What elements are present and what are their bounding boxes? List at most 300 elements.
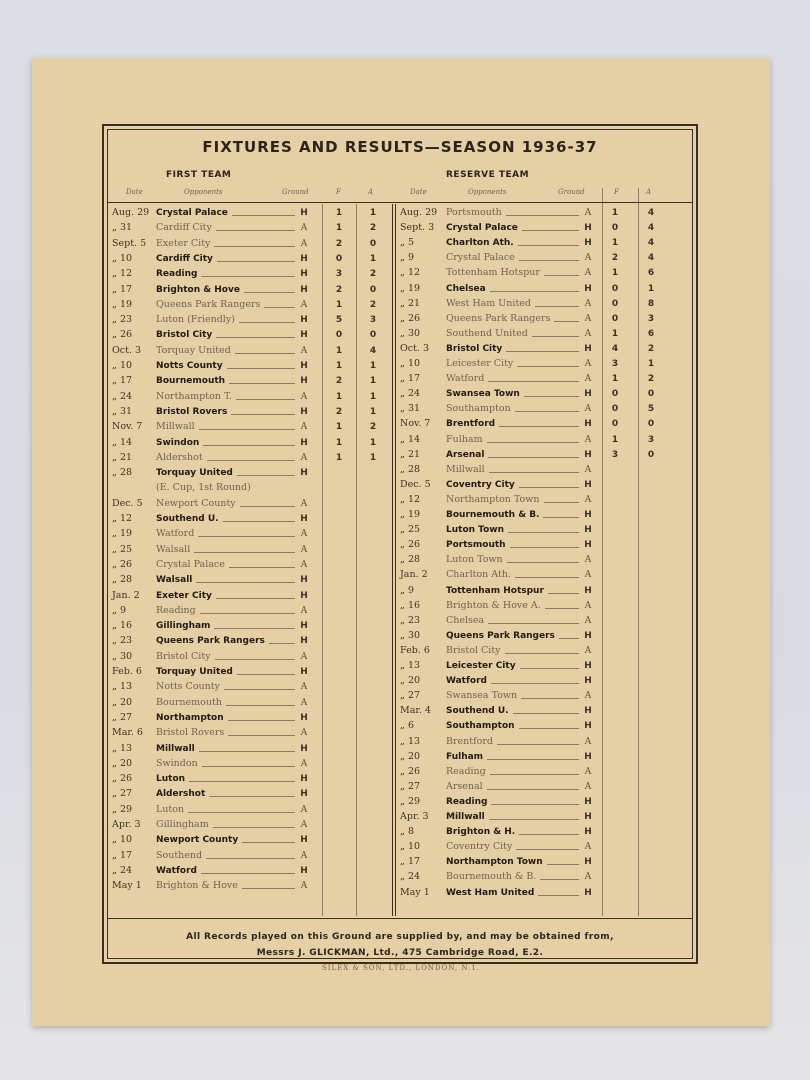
leader-line: [224, 689, 295, 690]
fixture-date: „ 24: [112, 864, 133, 876]
fixture-opponent: Queens Park Rangers: [446, 630, 555, 641]
fixture-row: [400, 735, 690, 749]
leader-line: [490, 291, 579, 292]
fixture-row: [112, 512, 392, 526]
fixture-opponent: Watford: [446, 373, 485, 385]
fixture-opponent: Charlton Ath.: [446, 569, 511, 581]
goals-for: 1: [611, 208, 619, 218]
fixture-ground: H: [300, 712, 308, 723]
fixture-date: „ 31: [112, 405, 133, 417]
fixture-ground: H: [300, 376, 308, 387]
first-team-column-headers: Date Opponents Ground F A: [126, 188, 374, 196]
fixture-date: Dec. 5: [112, 497, 143, 509]
fixture-ground: A: [584, 766, 592, 777]
leader-line: [207, 460, 295, 461]
fixture-opponent: Southampton: [446, 721, 515, 732]
fixture-date: „ 30: [112, 650, 133, 662]
fixture-opponent: Notts County: [156, 681, 220, 693]
leader-line: [517, 366, 579, 367]
footer-rule: [108, 918, 692, 919]
fixture-row: [112, 451, 392, 465]
leader-line: [508, 532, 579, 533]
fixture-date: „ 24: [400, 388, 421, 400]
fixture-opponent: Northampton Town: [446, 857, 543, 868]
fixture-date: „ 19: [400, 509, 421, 520]
fixture-opponent: Portsmouth: [446, 207, 502, 218]
fixture-row: [400, 644, 690, 658]
fixture-row: [112, 803, 392, 817]
leader-line: [239, 322, 295, 323]
fixture-opponent: Arsenal: [446, 449, 485, 460]
fixture-date: „ 9: [400, 252, 414, 264]
fixture-date: „ 27: [400, 780, 421, 792]
fixture-date: Apr. 3: [112, 819, 141, 830]
leader-line: [189, 781, 295, 782]
fixture-opponent: Exeter City: [156, 590, 212, 601]
fixture-date: „ 28: [400, 463, 421, 475]
fixture-row: [400, 523, 690, 537]
fixture-date: Sept. 3: [400, 222, 435, 234]
goals-for: 1: [335, 361, 343, 371]
leader-line: [521, 698, 579, 699]
fixture-ground: A: [584, 253, 592, 264]
fixture-row: [112, 650, 392, 664]
fixture-row: [112, 374, 392, 388]
fixture-ground: A: [300, 820, 308, 830]
fixture-ground: H: [584, 223, 592, 234]
fixture-date: „ 13: [112, 681, 133, 693]
fixture-ground: H: [300, 253, 308, 264]
fixture-ground: A: [300, 238, 308, 249]
fixture-ground: A: [300, 682, 308, 693]
fixture-ground: A: [584, 570, 592, 581]
fixture-ground: A: [584, 374, 592, 385]
fixture-row: [400, 372, 690, 386]
goals-for: 0: [335, 253, 343, 264]
goals-for: 0: [611, 313, 619, 324]
fixture-row: [112, 420, 392, 434]
fixture-date: Dec. 5: [400, 478, 431, 490]
goals-for: 1: [335, 223, 343, 234]
leader-line: [487, 789, 579, 790]
fixture-ground: H: [584, 796, 592, 807]
fixture-row: [400, 810, 690, 824]
fixture-ground: A: [300, 452, 308, 463]
fixture-date: Aug. 29: [400, 207, 438, 218]
fixture-ground: A: [300, 345, 308, 356]
fixture-opponent: Millwall: [156, 743, 195, 754]
fixture-date: „ 27: [112, 788, 133, 800]
fixture-ground: H: [584, 887, 592, 898]
fixture-ground: A: [300, 223, 308, 234]
header-rule: [108, 202, 692, 203]
fixture-opponent: Brighton & Hove A.: [446, 599, 541, 611]
fixture-opponent: Reading: [156, 604, 196, 616]
fixture-ground: A: [584, 404, 592, 415]
leader-line: [194, 552, 295, 553]
fixture-row: [112, 527, 392, 541]
fixture-row: [112, 252, 392, 266]
fixture-ground: H: [300, 269, 308, 280]
fixture-ground: A: [584, 208, 592, 218]
leader-line: [201, 873, 295, 874]
goals-against: 4: [369, 345, 377, 356]
goals-for: 0: [611, 404, 619, 415]
fixture-date: „ 17: [112, 375, 133, 387]
fixture-date: „ 21: [400, 297, 421, 309]
fixture-ground: A: [300, 758, 308, 769]
fixture-opponent: Cardiff City: [156, 222, 212, 234]
goals-for: 1: [335, 299, 343, 310]
fixture-row: [112, 726, 392, 740]
fixture-opponent: Brighton & Hove: [156, 880, 238, 892]
goals-against: 2: [369, 299, 377, 310]
fixture-row: [400, 297, 690, 311]
leader-line: [515, 411, 579, 412]
fixture-opponent: Crystal Palace: [156, 208, 228, 218]
fixture-ground: H: [584, 661, 592, 671]
fixture-opponent: Walsall: [156, 575, 193, 586]
leader-line: [520, 668, 579, 669]
fixture-date: „ 14: [400, 433, 421, 445]
fixture-row: [112, 833, 392, 847]
fixture-row: [400, 463, 690, 477]
leader-line: [522, 230, 579, 231]
fixture-ground: H: [584, 630, 592, 641]
fixture-date: Oct. 3: [400, 342, 430, 354]
goals-against: 4: [647, 223, 655, 234]
fixture-ground: H: [584, 419, 592, 430]
goals-against: 1: [369, 391, 377, 402]
fixture-row: [112, 558, 392, 572]
fixture-opponent: West Ham United: [446, 887, 535, 898]
fixture-ground: H: [584, 706, 592, 717]
fixture-date: „ 20: [400, 675, 421, 687]
fixture-opponent: Torquay United: [156, 468, 233, 479]
fixture-opponent: Bristol Rovers: [156, 406, 228, 417]
leader-line: [198, 536, 295, 537]
printer-imprint: SILEX & SON, LTD., LONDON, N.1.: [321, 964, 480, 972]
fixture-date: „ 8: [400, 826, 414, 838]
goals-against: 0: [369, 330, 377, 341]
fixture-date: „ 26: [400, 312, 421, 324]
leader-line: [264, 307, 295, 308]
fixture-row: [112, 390, 392, 404]
fixture-row: [400, 206, 690, 220]
fixture-row: [400, 251, 690, 265]
fixture-ground: H: [300, 774, 308, 785]
fixture-row: [112, 589, 392, 603]
fixture-opponent: Reading: [446, 765, 486, 777]
fixture-date: „ 13: [400, 660, 421, 671]
goals-for: 0: [611, 283, 619, 294]
fixture-opponent: Swansea Town: [446, 690, 518, 702]
fixture-opponent: Newport County: [156, 835, 239, 846]
leader-line: [188, 812, 295, 813]
fixture-row: [112, 405, 392, 419]
fixture-ground: H: [300, 437, 308, 448]
goals-against: 2: [369, 223, 377, 234]
leader-line: [236, 399, 295, 400]
programme-sheet: [32, 58, 770, 1026]
fixture-ground: A: [300, 651, 308, 662]
fixture-row: [112, 573, 392, 587]
fixture-opponent: Bristol City: [156, 650, 211, 662]
leader-line: [214, 628, 295, 629]
leader-line: [487, 442, 579, 443]
fixture-date: „ 28: [112, 467, 133, 479]
leader-line: [216, 230, 295, 231]
leader-line: [538, 895, 579, 896]
fixture-row: [400, 870, 690, 884]
fixture-ground: H: [300, 835, 308, 846]
fixture-date: „ 25: [400, 524, 421, 536]
leader-line: [237, 475, 295, 476]
fixture-opponent: Cardiff City: [156, 253, 213, 264]
fixture-opponent: Bristol Rovers: [156, 727, 225, 739]
fixture-opponent: Millwall: [446, 812, 485, 822]
leader-line: [518, 245, 579, 246]
fixture-row: [400, 855, 690, 869]
fixture-opponent: Swansea Town: [446, 389, 520, 400]
fixture-date: „ 5: [400, 237, 414, 249]
fixture-opponent: Bournemouth & B.: [446, 510, 540, 520]
fixture-opponent: (E. Cup, 1st Round): [156, 482, 251, 494]
fixture-row: [400, 357, 690, 371]
goals-against: 1: [647, 283, 655, 294]
goals-for: 1: [335, 422, 343, 433]
fixture-date: „ 14: [112, 436, 133, 448]
fixture-date: „ 19: [112, 298, 133, 310]
goals-for: 3: [611, 359, 619, 369]
fixture-date: Feb. 6: [112, 666, 142, 677]
leader-line: [519, 728, 579, 729]
goals-against: 0: [369, 284, 377, 295]
leader-line: [532, 336, 579, 337]
fixture-opponent: Coventry City: [446, 841, 513, 853]
fixture-date: „ 10: [112, 360, 133, 371]
fixture-date: „ 20: [112, 696, 133, 708]
fixture-date: „ 26: [400, 765, 421, 777]
fixture-ground: A: [300, 728, 308, 739]
fixture-date: Feb. 6: [400, 644, 430, 656]
fixture-opponent: Leicester City: [446, 358, 514, 369]
goals-for: 0: [611, 223, 619, 234]
fixture-row: [112, 742, 392, 756]
fixture-row: [400, 840, 690, 854]
leader-line: [232, 215, 295, 216]
fixture-ground: A: [300, 605, 308, 616]
fixture-date: „ 26: [112, 773, 133, 785]
fixture-row: [400, 659, 690, 673]
fixture-opponent: Northampton Town: [446, 493, 540, 505]
fixture-date: „ 20: [112, 757, 133, 769]
leader-line: [544, 275, 579, 276]
fixture-opponent: Luton (Friendly): [156, 314, 235, 326]
fixture-date: „ 17: [112, 849, 133, 861]
fixture-ground: A: [300, 544, 308, 555]
goals-against: 0: [369, 238, 377, 249]
fixture-row: [112, 466, 392, 480]
fixture-ground: H: [300, 743, 308, 754]
fixture-ground: H: [584, 479, 592, 490]
leader-line: [487, 759, 579, 760]
fixture-row: [112, 604, 392, 618]
leader-line: [548, 593, 579, 594]
fixture-date: „ 12: [112, 513, 133, 524]
fixture-opponent: Southend U.: [156, 514, 219, 524]
leader-line: [491, 804, 579, 805]
leader-line: [489, 472, 579, 473]
fixture-opponent: Fulham: [446, 751, 484, 762]
leader-line: [524, 396, 579, 397]
goals-for: 1: [335, 208, 343, 218]
fixture-date: „ 29: [400, 795, 421, 807]
goals-against: 1: [369, 208, 377, 218]
leader-line: [506, 215, 579, 216]
leader-line: [497, 744, 579, 745]
fixture-opponent: Northampton: [156, 712, 224, 723]
fixture-date: „ 28: [400, 554, 421, 566]
fixture-date: Apr. 3: [400, 811, 429, 822]
goals-for: 1: [335, 437, 343, 448]
goals-for: 1: [335, 452, 343, 463]
fixture-row: [112, 497, 392, 511]
fixture-row: [112, 206, 392, 220]
goals-for: 0: [335, 330, 343, 341]
fixture-ground: H: [584, 525, 592, 536]
leader-line: [217, 261, 295, 262]
leader-line: [269, 643, 295, 644]
fixture-opponent: Northampton T.: [156, 390, 232, 402]
fixture-date: Mar. 6: [112, 727, 143, 739]
fixture-ground: A: [584, 615, 592, 626]
fixture-ground: H: [584, 812, 592, 822]
fixture-row: [400, 584, 690, 598]
leader-line: [513, 713, 579, 714]
fixture-ground: H: [300, 865, 308, 876]
goals-against: 2: [369, 269, 377, 280]
fixture-date: „ 31: [400, 403, 421, 415]
fixture-row: [112, 696, 392, 710]
leader-line: [223, 521, 295, 522]
fixture-row: [400, 493, 690, 507]
fixture-date: Mar. 4: [400, 705, 431, 717]
fixture-row: [112, 359, 392, 373]
fixture-opponent: Southend: [156, 849, 203, 861]
goals-for: 2: [335, 406, 343, 417]
fixture-row: [400, 886, 690, 900]
goals-for: 2: [611, 253, 619, 264]
fixture-ground: H: [300, 514, 308, 524]
leader-line: [203, 445, 295, 446]
fixture-date: „ 10: [112, 834, 133, 846]
fixture-opponent: Aldershot: [156, 451, 203, 463]
fixture-date: „ 13: [400, 735, 421, 747]
goals-for: 4: [611, 343, 619, 354]
fixture-ground: H: [300, 667, 308, 677]
fixture-date: May 1: [400, 886, 430, 898]
fixture-row: [400, 553, 690, 567]
fixture-ground: H: [584, 676, 592, 687]
fixture-opponent: Reading: [156, 269, 198, 280]
fixture-ground: A: [300, 299, 308, 310]
fixture-date: „ 9: [112, 604, 126, 616]
fixture-date: „ 17: [112, 283, 133, 295]
leader-line: [488, 381, 579, 382]
fixture-date: „ 23: [400, 614, 421, 626]
fixture-date: „ 16: [400, 599, 421, 611]
fixture-ground: H: [584, 857, 592, 868]
fixture-date: Nov. 7: [112, 421, 143, 433]
fixture-opponent: Leicester City: [446, 661, 516, 671]
goals-against: 3: [369, 315, 377, 326]
leader-line: [216, 337, 295, 338]
fixture-ground: H: [584, 343, 592, 354]
leader-line: [201, 276, 295, 277]
fixture-date: „ 24: [112, 390, 133, 402]
fixture-ground: A: [300, 850, 308, 861]
fixture-opponent: Swindon: [156, 437, 200, 448]
fixture-ground: A: [584, 494, 592, 505]
fixture-row: [112, 772, 392, 786]
fixture-row: [400, 719, 690, 733]
fixture-row: [400, 417, 690, 431]
fixture-date: „ 19: [112, 528, 133, 540]
fixture-ground: H: [300, 361, 308, 371]
fixture-ground: A: [300, 422, 308, 433]
goals-against: 1: [369, 437, 377, 448]
leader-line: [226, 705, 295, 706]
fixture-opponent: Watford: [446, 676, 487, 687]
fixture-row: [400, 448, 690, 462]
leader-line: [510, 547, 579, 548]
page-title: FIXTURES AND RESULTS—SEASON 1936-37: [202, 138, 598, 156]
fixture-row: [400, 538, 690, 552]
fixture-ground: A: [584, 328, 592, 339]
fixture-opponent: Watford: [156, 528, 195, 540]
fixture-ground: H: [300, 575, 308, 586]
leader-line: [506, 351, 579, 352]
fixture-row: [400, 795, 690, 809]
leader-line: [519, 260, 579, 261]
fixture-date: „ 28: [112, 574, 133, 586]
fixture-opponent: Reading: [446, 796, 488, 807]
fixture-date: „ 26: [112, 558, 133, 570]
fixture-opponent: Arsenal: [446, 780, 483, 792]
fixture-row: [112, 328, 392, 342]
fixture-opponent: Bristol City: [446, 343, 503, 354]
fixture-ground: A: [300, 804, 308, 815]
fixture-opponent: Millwall: [446, 463, 485, 475]
fixture-row: [112, 221, 392, 235]
leader-line: [215, 659, 295, 660]
leader-line: [200, 613, 295, 614]
fixture-row: [400, 387, 690, 401]
fixture-ground: A: [584, 298, 592, 309]
leader-line: [199, 429, 295, 430]
fixture-date: „ 10: [112, 252, 133, 264]
goals-against: 0: [647, 449, 655, 460]
fixture-opponent: Millwall: [156, 421, 195, 433]
fixture-ground: H: [300, 315, 308, 326]
goals-for: 0: [611, 389, 619, 400]
fixture-date: „ 29: [112, 803, 133, 815]
goals-for: 0: [611, 298, 619, 309]
leader-line: [244, 292, 295, 293]
fixture-opponent: Brentford: [446, 735, 493, 747]
fixture-date: „ 17: [400, 373, 421, 385]
